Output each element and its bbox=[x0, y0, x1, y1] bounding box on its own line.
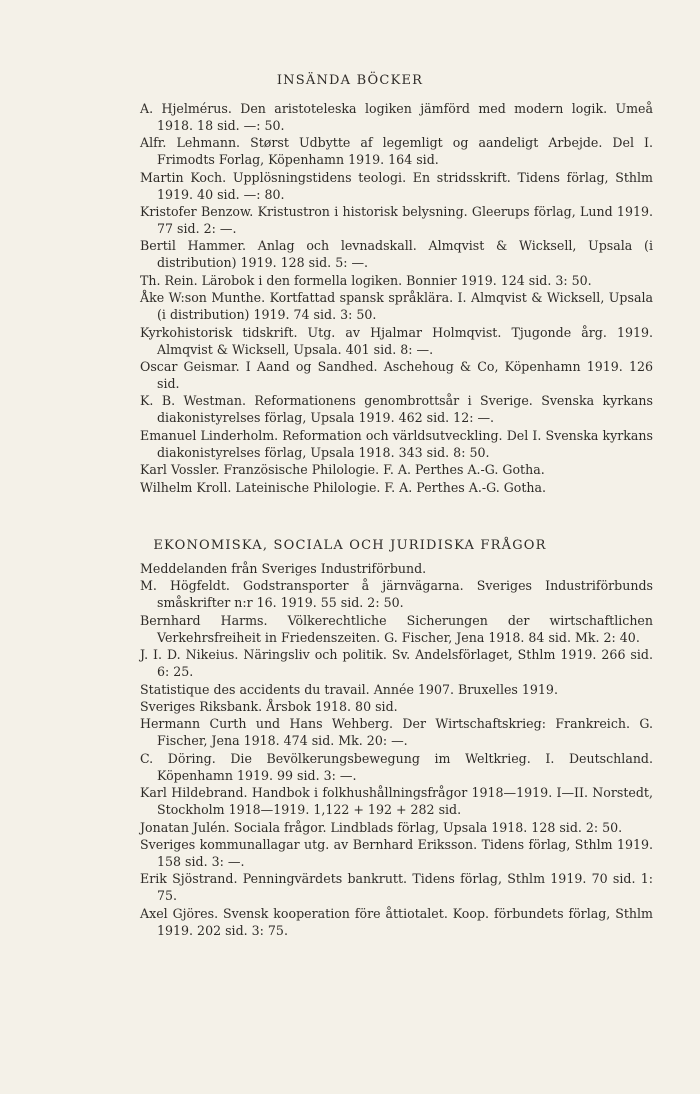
book-list bbox=[140, 101, 653, 497]
book-entry: K. B. Westman. Reformationens genombrottsår i Sverige. Svenska kyrkans diakonistyrelses förlag, Upsala 1919. 462 sid. 12: —. bbox=[140, 393, 653, 426]
book-entry: Erik Sjöstrand. Penningvärdets bankrutt. Tidens förlag, Sthlm 1919. 70 sid. 1: 75. bbox=[140, 871, 653, 904]
book-entry: Kyrkohistorisk tidskrift. Utg. av Hjalmar Holmqvist. Tjugonde årg. 1919. Almqvist & Wicksell, Upsala. 401 sid. 8: —. bbox=[140, 324, 653, 357]
book-entry: Statistique des accidents du travail. Année 1907. Bruxelles 1919. bbox=[140, 681, 558, 697]
book-entry: C. Döring. Die Bevölkerungsbewegung im Weltkrieg. I. Deutschland. Köpenhamn 1919. 99 sid. 3: —. bbox=[140, 750, 653, 783]
book-entry: M. Högfeldt. Godstransporter å järnvägarna. Sveriges Industriförbunds småskrifter n:r 16. 1919. 55 sid. 2: 50. bbox=[140, 578, 653, 611]
book-entry: Karl Hildebrand. Handbok i folkhushållningsfrågor 1918—1919. I—II. Norstedt, Stockholm 1918—1919. 1,122 + 192 + 282 sid. bbox=[140, 785, 653, 818]
book-entry: Th. Rein. Lärobok i den formella logiken. Bonnier 1919. 124 sid. 3: 50. bbox=[140, 272, 592, 288]
book-entry: Sveriges Riksbank. Årsbok 1918. 80 sid. bbox=[140, 698, 398, 714]
book-entry: Bernhard Harms. Völkerechtliche Sicherungen der wirtschaftlichen Verkehrsfreiheit in Friedenszeiten. G. Fischer, Jena 1918. 84 sid. Mk. 2: 40. bbox=[140, 612, 653, 645]
book-entry: Meddelanden från Sveriges Industriförbund. bbox=[140, 561, 427, 576]
section-heading: INSÄNDA BÖCKER bbox=[276, 73, 424, 88]
book-entry: Wilhelm Kroll. Lateinische Philologie. F. A. Perthes A.-G. Gotha. bbox=[140, 479, 547, 495]
book-entry: Kristofer Benzow. Kristustron i historisk belysning. Gleerups förlag, Lund 1919. 77 sid. 2: —. bbox=[140, 204, 653, 236]
book-list bbox=[140, 561, 653, 940]
book-entry: Åke W:son Munthe. Kortfattad spansk språklära. I. Almqvist & Wicksell, Upsala (i distribution) 1919. 74 sid. 3: 50. bbox=[140, 290, 653, 323]
book-entry: Axel Gjöres. Svensk kooperation före åttiotalet. Koop. förbundets förlag, Sthlm 1919. 202 sid. 3: 75. bbox=[140, 905, 653, 938]
book-entry: Alfr. Lehmann. Størst Udbytte af legemligt og aandeligt Arbejde. Del I. Frimodts Forlag, Köpenhamn 1919. 164 sid. bbox=[140, 135, 653, 168]
book-entry: Sveriges kommunallagar utg. av Bernhard Eriksson. Tidens förlag, Sthlm 1919. 158 sid. 3: —. bbox=[140, 836, 653, 869]
book-entry: A. Hjelmérus. Den aristoteleska logiken jämförd med modern logik. Umeå 1918. 18 sid. —: 50. bbox=[140, 101, 653, 133]
book-entry: Oscar Geismar. I Aand og Sandhed. Aschehoug & Co, Köpenhamn 1919. 126 sid. bbox=[140, 358, 653, 391]
book-entry: J. I. D. Nikeius. Näringsliv och politik. Sv. Andelsförlaget, Sthlm 1919. 266 sid. 6: 25. bbox=[140, 647, 653, 680]
book-entry: Bertil Hammer. Anlag och levnadskall. Almqvist & Wicksell, Upsala (i distribution) 1919. 128 sid. 5: —. bbox=[140, 238, 653, 271]
book-entry: Jonatan Julén. Sociala frågor. Lindblads förlag, Upsala 1918. 128 sid. 2: 50. bbox=[140, 819, 623, 835]
section-heading: EKONOMISKA, SOCIALA OCH JURIDISKA FRÅGOR bbox=[153, 538, 547, 553]
book-entry: Emanuel Linderholm. Reformation och världsutveckling. Del I. Svenska kyrkans diakonistyrelses förlag, Upsala 1918. 343 sid. 8: 50. bbox=[140, 427, 653, 460]
book-entry: Hermann Curth und Hans Wehberg. Der Wirtschaftskrieg: Frankreich. G. Fischer, Jena 1918. 474 sid. Mk. 20: —. bbox=[140, 716, 653, 749]
book-entry: Karl Vossler. Französische Philologie. F. A. Perthes A.-G. Gotha. bbox=[140, 462, 545, 478]
book-entry: Martin Koch. Upplösningstidens teologi. En stridsskrift. Tidens förlag, Sthlm 1919. 40 sid. —: 80. bbox=[140, 169, 653, 202]
